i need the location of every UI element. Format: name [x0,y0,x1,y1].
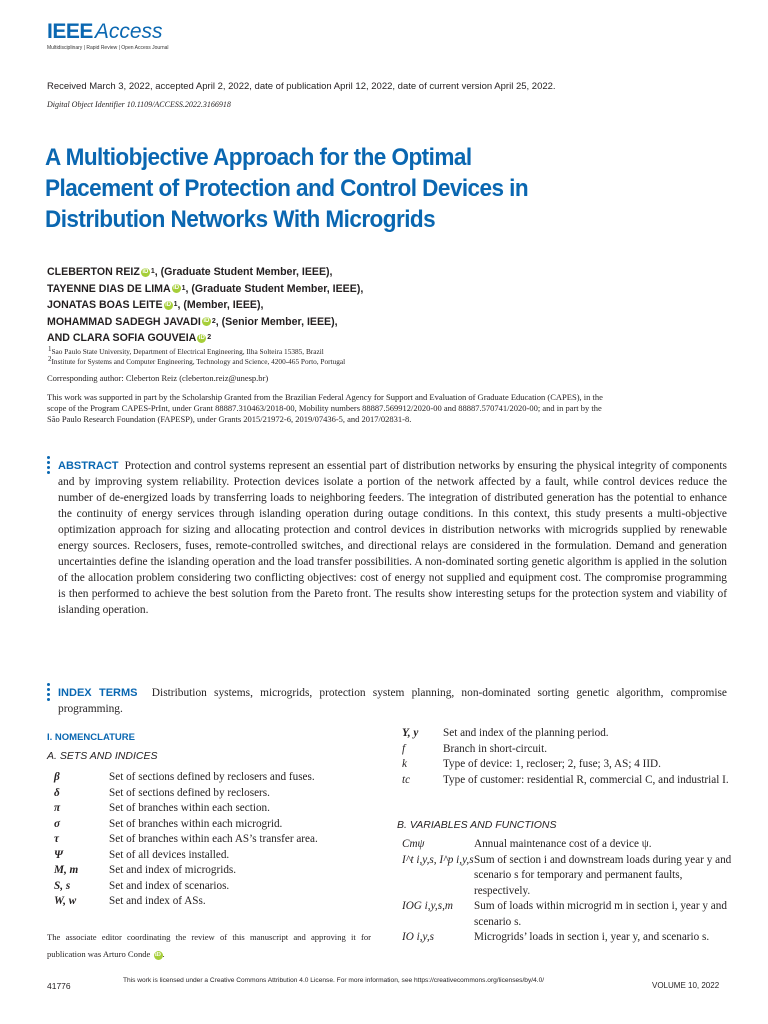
definition: Annual maintenance cost of a device ψ. [474,838,652,850]
corresponding-author: Corresponding author: Cleberton Reiz (cleberton.reiz@unesp.br) [47,373,269,383]
author-role: , (Member, IEEE), [177,299,264,311]
affiliation [47,344,345,357]
definition: Set and index of ASs. [109,895,206,907]
author-role: , (Senior Member, IEEE), [215,315,338,328]
author-list [47,264,363,347]
variables-list [402,837,732,946]
list-item [54,863,374,879]
affiliation [47,354,346,367]
symbol: M, m [54,864,79,876]
symbol: Cmψ [402,838,425,850]
definition: Set of branches within each section. [109,802,270,814]
index-terms-heading: INDEX TERMS [58,687,138,699]
author-role: , (Graduate Student Member, IEEE), [185,282,364,295]
symbol: S, s [54,879,71,892]
volume-label: VOLUME 10, 2022 [652,981,720,990]
author-name: TAYENNE DIAS DE LIMA [47,282,171,295]
abstract-heading: ABSTRACT [58,460,119,472]
index-terms-text: Distribution systems, microgrids, protection system planning, non-dominated sorting genetic algorithm, compromise programming. [58,687,727,715]
list-item [402,742,732,758]
definition: Type of customer: residential R, commercial C, and industrial I. [443,773,729,786]
logo-access: Access [94,20,163,43]
author-name: CLEBERTON REIZ [47,266,140,278]
author-role: , (Graduate Student Member, IEEE), [154,266,333,278]
abstract [58,458,727,618]
author-row: JONATAS BOAS LEITE iD 1 , (Member, IEEE), [47,297,363,314]
author-name: AND CLARA SOFIA GOUVEIA [47,332,197,344]
orcid-icon[interactable]: iD [203,318,210,325]
list-item [402,773,732,789]
index-terms-marker [47,683,50,701]
definition: Set and index of the planning period. [443,727,609,739]
abstract-text: Protection and control systems represent an essential part of distribution networks by ensuring the physical integrity of components and by improving system reliability. Protection devices isolate a portion of the network affected by a fault, while control devices reduce the number of de-energized loads by transferring loads to neighboring feeders. The integration of distributed generation has the potential to enhance the continuity of energy services through islanding operation during outage conditions. In this context, this study presents a multi-objective optimization approach for sizing and allocating protection and control devices in distribution networks with microgrids supplied by renewable energy sources. Reclosers, fuses, remote-controlled switches, and directional relays are considered in the formulation. Demand and generation uncertainties define the islanding operation and the load transfer possibilities. A non-dominated sorting genetic algorithm is applied in the solution of the allocation problem considering two conflicting objectives: cost of energy not supplied and equipment cost. The compromise programming is then performed to achieve the best solution from the Pareto front. The results show interesting setups for the protection system and viability of islanding operation. [58,460,727,616]
symbol: tc [402,773,411,786]
symbol: β [54,771,60,783]
symbol: IOG i,y,s,m [402,900,453,912]
abstract-marker [47,456,50,474]
author-row: AND CLARA SOFIA GOUVEIA iD 2 [47,330,363,347]
symbol: Y, y [402,727,419,739]
sets-list-continued [402,726,732,788]
author-row: TAYENNE DIAS DE LIMA iD 1 , (Graduate Student Member, IEEE), [47,281,363,298]
logo-ieee: IEEE [47,20,93,43]
funding-note: This work was supported in part by the Scholarship Granted from the Brazilian Federal Agency for Support and Evaluation of Graduate Education (CAPES), in the scope of the Program CAPES-PrInt, under Grant 88887.310463/2018-00, Mobility numbers 88887.569912/2020-00 and 88887.570741/2020-00; and in part by the São Paulo Research Foundation (FAPESP), under Grants 2015/21972-6, 2019/07436-5, and 2017/02831-8. [47,392,603,424]
symbol: IO i,y,s [402,931,435,943]
index-terms [58,685,727,717]
list-item [54,848,374,864]
affiliation-number: 1 [48,344,52,353]
definition: Type of device: 1, recloser; 2, fuse; 3, AS; 4 IID. [443,758,661,770]
definition: Sum of section i and downstream loads during year y and scenario s for temporary and permanent faults, respectively. [474,853,732,897]
definition: Set of branches within each AS’s transfer area. [109,833,318,845]
orcid-icon[interactable]: iD [155,951,162,958]
list-item [402,853,732,900]
symbol: f [402,742,406,755]
orcid-icon[interactable]: iD [142,268,149,275]
symbol: W, w [54,895,77,907]
symbol: I^t i,y,s, I^p i,y,s [402,853,474,866]
definition: Sum of loads within microgrid m in section i, year y and scenario s. [474,900,727,928]
orcid-icon[interactable]: iD [198,334,205,341]
definition: Branch in short-circuit. [443,742,548,755]
list-item [402,899,732,930]
section-heading: I. NOMENCLATURE [47,732,135,743]
list-item [402,837,732,853]
list-item [54,894,374,910]
author-name: JONATAS BOAS LEITE [47,299,163,311]
orcid-icon[interactable]: iD [173,285,180,292]
list-item [54,832,374,848]
symbol: k [402,758,407,770]
list-item [402,757,732,773]
list-item [402,930,732,946]
symbol: τ [54,833,59,845]
paper-title [45,142,652,235]
sets-list [54,770,374,910]
title-line: Placement of Protection and Control Devices in [45,175,529,202]
subsection-heading: A. SETS AND INDICES [47,750,158,762]
list-item [54,770,374,786]
definition: Set of sections defined by reclosers and fuses. [109,771,315,783]
author-row: MOHAMMAD SADEGH JAVADI iD 2 , (Senior Member, IEEE), [47,314,363,331]
definition: Microgrids’ loads in section i, year y, and scenario s. [474,931,710,943]
definition: Set of sections defined by reclosers. [109,786,270,799]
symbol: π [54,802,61,814]
page-number: 41776 [47,981,71,991]
list-item [402,726,732,742]
list-item [54,879,374,895]
symbol: σ [54,817,61,830]
definition: Set and index of scenarios. [109,879,230,892]
affiliation-text: Institute for Systems and Computer Engineering, Technology and Science, 4200-465 Porto, Portugal [51,357,346,366]
editor-note-text: The associate editor coordinating the review of this manuscript and approving it for publication was Arturo Conde [47,932,371,959]
list-item [54,801,374,817]
editor-note: The associate editor coordinating the review of this manuscript and approving it for publication was Arturo Conde iD . [47,932,371,959]
author-name: MOHAMMAD SADEGH JAVADI [47,315,201,328]
definition: Set of branches within each microgrid. [109,817,283,830]
license-note: This work is licensed under a Creative Commons Attribution 4.0 License. For more information, see https://creativecommons.org/licenses/by/4.0/ [123,977,545,984]
affiliation-text: Sao Paulo State University, Department of Electrical Engineering, Ilha Solteira 15385, Brazil [51,347,324,356]
doi: Digital Object Identifier 10.1109/ACCESS.2022.3166918 [47,100,231,109]
title-line: A Multiobjective Approach for the Optimal [45,144,472,171]
symbol: δ [54,786,60,799]
affiliations [47,344,346,367]
orcid-icon[interactable]: iD [165,301,172,308]
definition: Set of all devices installed. [109,848,230,861]
list-item [54,786,374,802]
title-line: Distribution Networks With Microgrids [45,206,436,233]
symbol: Ψ [54,848,63,861]
subsection-heading: B. VARIABLES AND FUNCTIONS [397,819,557,831]
received-dates: Received March 3, 2022, accepted April 2, 2022, date of publication April 12, 2022, date of current version April 25, 2022. [47,81,556,92]
journal-logo [47,20,163,44]
logo-tagline: Multidisciplinary | Rapid Review | Open Access Journal [47,45,169,51]
affiliation-number: 2 [48,354,52,363]
author-row: CLEBERTON REIZ iD 1 , (Graduate Student Member, IEEE), [47,264,363,281]
definition: Set and index of microgrids. [109,864,237,876]
list-item [54,817,374,833]
